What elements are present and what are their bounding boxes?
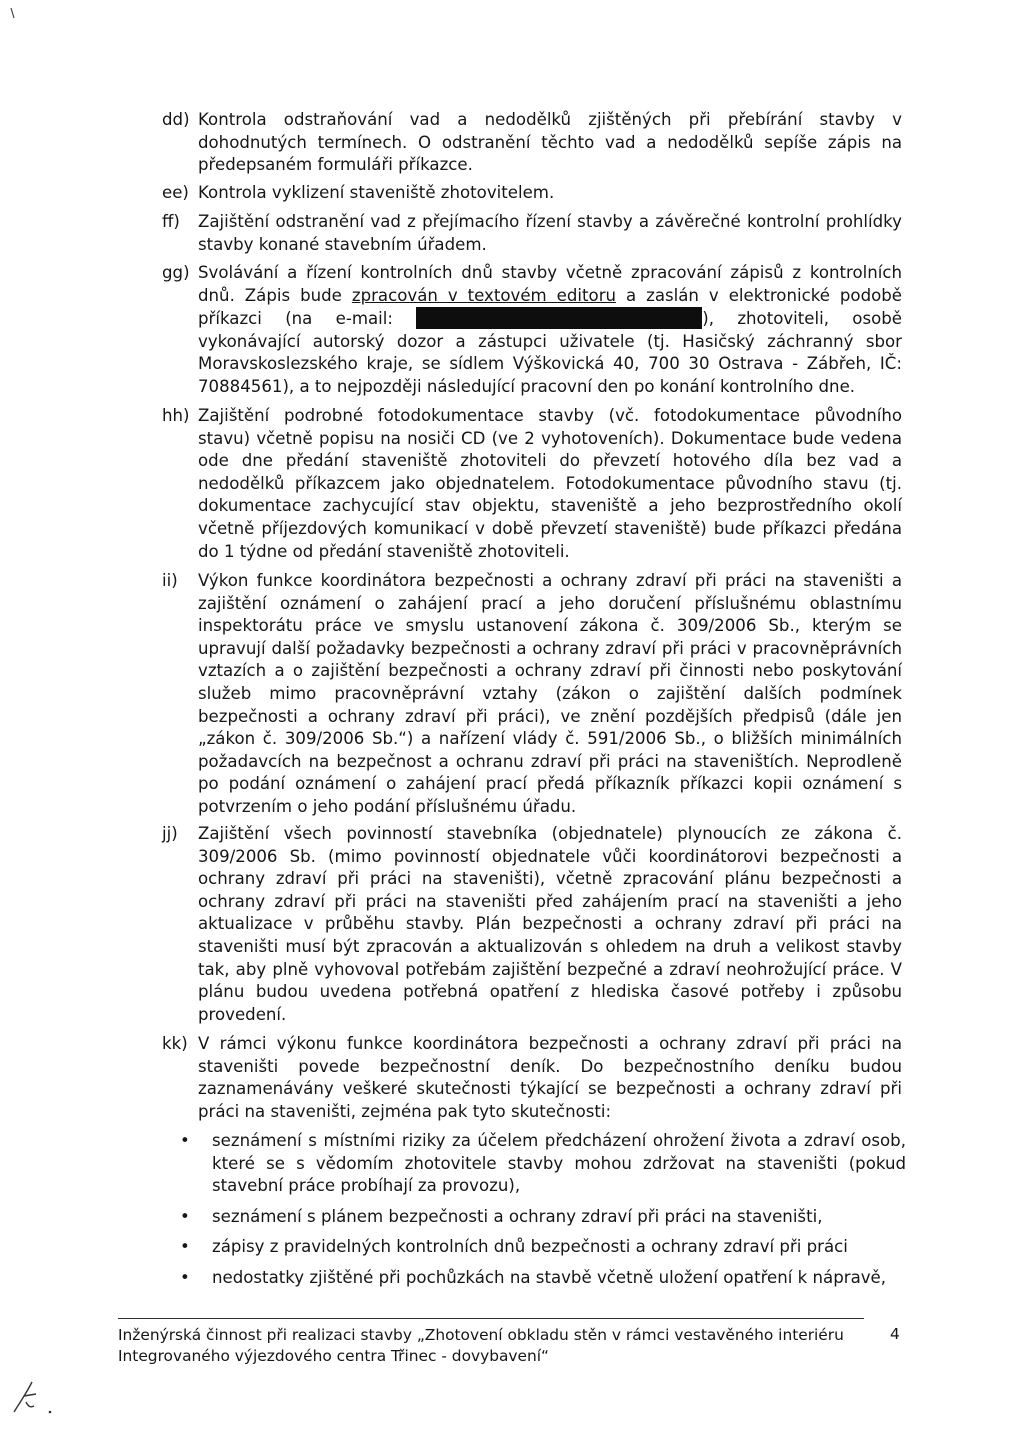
list-item-kk [162,1033,902,1123]
bullet-dot-icon: • [180,1206,190,1226]
redacted-email-block [416,307,702,329]
scan-speck-mark [8,6,22,22]
item-text: Kontrola vyklizení staveniště zhotovitelem. [198,183,555,202]
bullet-dot-icon: • [180,1131,190,1150]
footer [118,1325,878,1367]
list-item-ff [162,211,902,256]
item-text: V rámci výkonu funkce koordinátora bezpečnosti a ochrany zdraví při práci na staveništi povede bezpečnostní deník. Do bezpečnostního deníku budou zaznamenávány veškeré skutečnosti týkající se bezpečnosti a ochrany zdraví při práci na staveništi, zejména pak tyto skutečnosti: [198,1034,902,1121]
item-label: kk) [162,1034,188,1053]
bullet-text: seznámení s plánem bezpečnosti a ochrany zdraví při práci na staveništi, [212,1206,823,1226]
page-number: 4 [890,1325,900,1343]
item-label: ii) [162,571,178,590]
bullet-item [176,1267,906,1290]
bullet-dot-icon: • [180,1237,190,1257]
item-label: ff) [162,212,180,231]
item-text: Výkon funkce koordinátora bezpečnosti a ochrany zdraví při práci na staveništi a zajištění oznámení o zahájení prací a jeho doručení příslušnému oblastnímu inspektorátu práce ve smyslu ustanovení zákona č. 309/2006 Sb., kterým se upravují další požadavky bezpečnosti a ochrany zdraví při práci v pracovněprávních vztazích a o zajištění bezpečnosti a ochrany zdraví při činnosti nebo poskytování služeb mimo pracovněprávní vztahy (zákon o zajištění dalších podmínek bezpečnosti a ochrany zdraví při práci), ve znění pozdějších předpisů (dále jen „zákon č. 309/2006 Sb.“) a nařízení vlády č. 591/2006 Sb., o bližších minimálních požadavcích na bezpečnost a ochranu zdraví při práci na staveništích. Neprodleně po podání oznámení o zahájení prací předá příkazník příkazci kopii oznámení s potvrzením o jeho podání příslušnému úřadu. [198,571,902,816]
list-item-jj [162,823,902,1026]
footer-line: Inženýrská činnost při realizaci stavby „Zhotovení obkladu stěn v rámci vestavěného interiéru [118,1326,844,1344]
footer-divider [118,1318,864,1319]
bullet-item [176,1130,906,1198]
list-item-ee [162,182,902,205]
underlined-text: zpracován v textovém editoru [351,285,617,305]
footer-line: Integrovaného výjezdového centra Třinec - dovybavení“ [118,1347,549,1365]
bullet-list [176,1130,906,1298]
item-text [198,262,902,399]
item-label: gg) [162,263,190,282]
list-item-hh [162,405,902,563]
item-text-part: Svolávání a řízení kontrolních dnů stavby včetně zpracování zápisů z kontrolních dnů. Zápis bude [198,263,902,305]
list-item-gg [162,262,902,399]
list-item-dd [162,109,902,177]
bullet-dot-icon: • [180,1267,190,1287]
handwritten-initial-mark [6,1372,66,1422]
bullet-text: nedostatky zjištěné při pochůzkách na stavbě včetně uložení opatření k nápravě, [212,1267,887,1287]
bullet-item [176,1236,906,1259]
item-label: dd) [162,110,190,129]
bullet-text: seznámení s místními riziky za účelem předcházení ohrožení života a zdraví osob, které se s vědomím zhotovitele stavby mohou zdržovat na staveništi (pokud stavební práce probíhají za provozu), [212,1131,906,1196]
item-text: Kontrola odstraňování vad a nedodělků zjištěných při přebírání stavby v dohodnutých termínech. O odstranění těchto vad a nedodělků sepíše zápis na předepsaném formuláři příkazce. [198,110,902,175]
item-text-part: a zaslán v elektronické podobě příkazci (na e-mail: [198,285,902,329]
bullet-item [176,1206,906,1229]
item-label: jj) [162,824,178,843]
item-text: Zajištění všech povinností stavebníka (objednatele) plynoucích ze zákona č. 309/2006 Sb. (mimo povinností objednatele vůči koordinátorovi bezpečnosti a ochrany zdraví při práci na staveništi), včetně zpracování plánu bezpečnosti a ochrany zdraví při práci na staveništi před zahájením prací na staveništi a jeho aktualizace v průběhu stavby. Plán bezpečnosti a ochrany zdraví při práci na staveništi musí být zpracován a aktualizován s ohledem na druh a velikost stavby tak, aby plně vyhovoval potřebám zajištění bezpečné a zdraví neohrožující práce. V plánu budou uvedena potřebná opatření z hlediska časové potřeby i způsobu provedení. [198,824,902,1024]
item-text: Zajištění odstranění vad z přejímacího řízení stavby a závěrečné kontrolní prohlídky stavby konané stavebním úřadem. [198,212,902,254]
item-text: Zajištění podrobné fotodokumentace stavby (vč. fotodokumentace původního stavu) včetně popisu na nosiči CD (ve 2 vyhotoveních). Dokumentace bude vedena ode dne předání staveniště zhotoviteli do převzetí hotového díla bez vad a nedodělků příkazcem jako objednatelem. Fotodokumentace původního stavu (tj. dokumentace zachycující stav objektu, staveniště a jeho bezprostředního okolí včetně příjezdových komunikací v době převzetí staveniště) bude příkazci předána do 1 týdne od předání staveniště zhotoviteli. [198,406,902,561]
item-text-part: ), zhotoviteli, osobě vykonávající autorský dozor a zástupci uživatele (tj. Hasičský záchranný sbor Moravskoslezského kraje, se sídlem Výškovická 40, 700 30 Ostrava - Zábřeh, IČ: 70884561), a to nejpozději následující pracovní den po konání kontrolního dne. [198,309,902,396]
list-item-ii [162,570,902,819]
bullet-text: zápisy z pravidelných kontrolních dnů bezpečnosti a ochrany zdraví při práci [212,1237,848,1257]
item-label: hh) [162,406,190,425]
item-label: ee) [162,183,189,202]
